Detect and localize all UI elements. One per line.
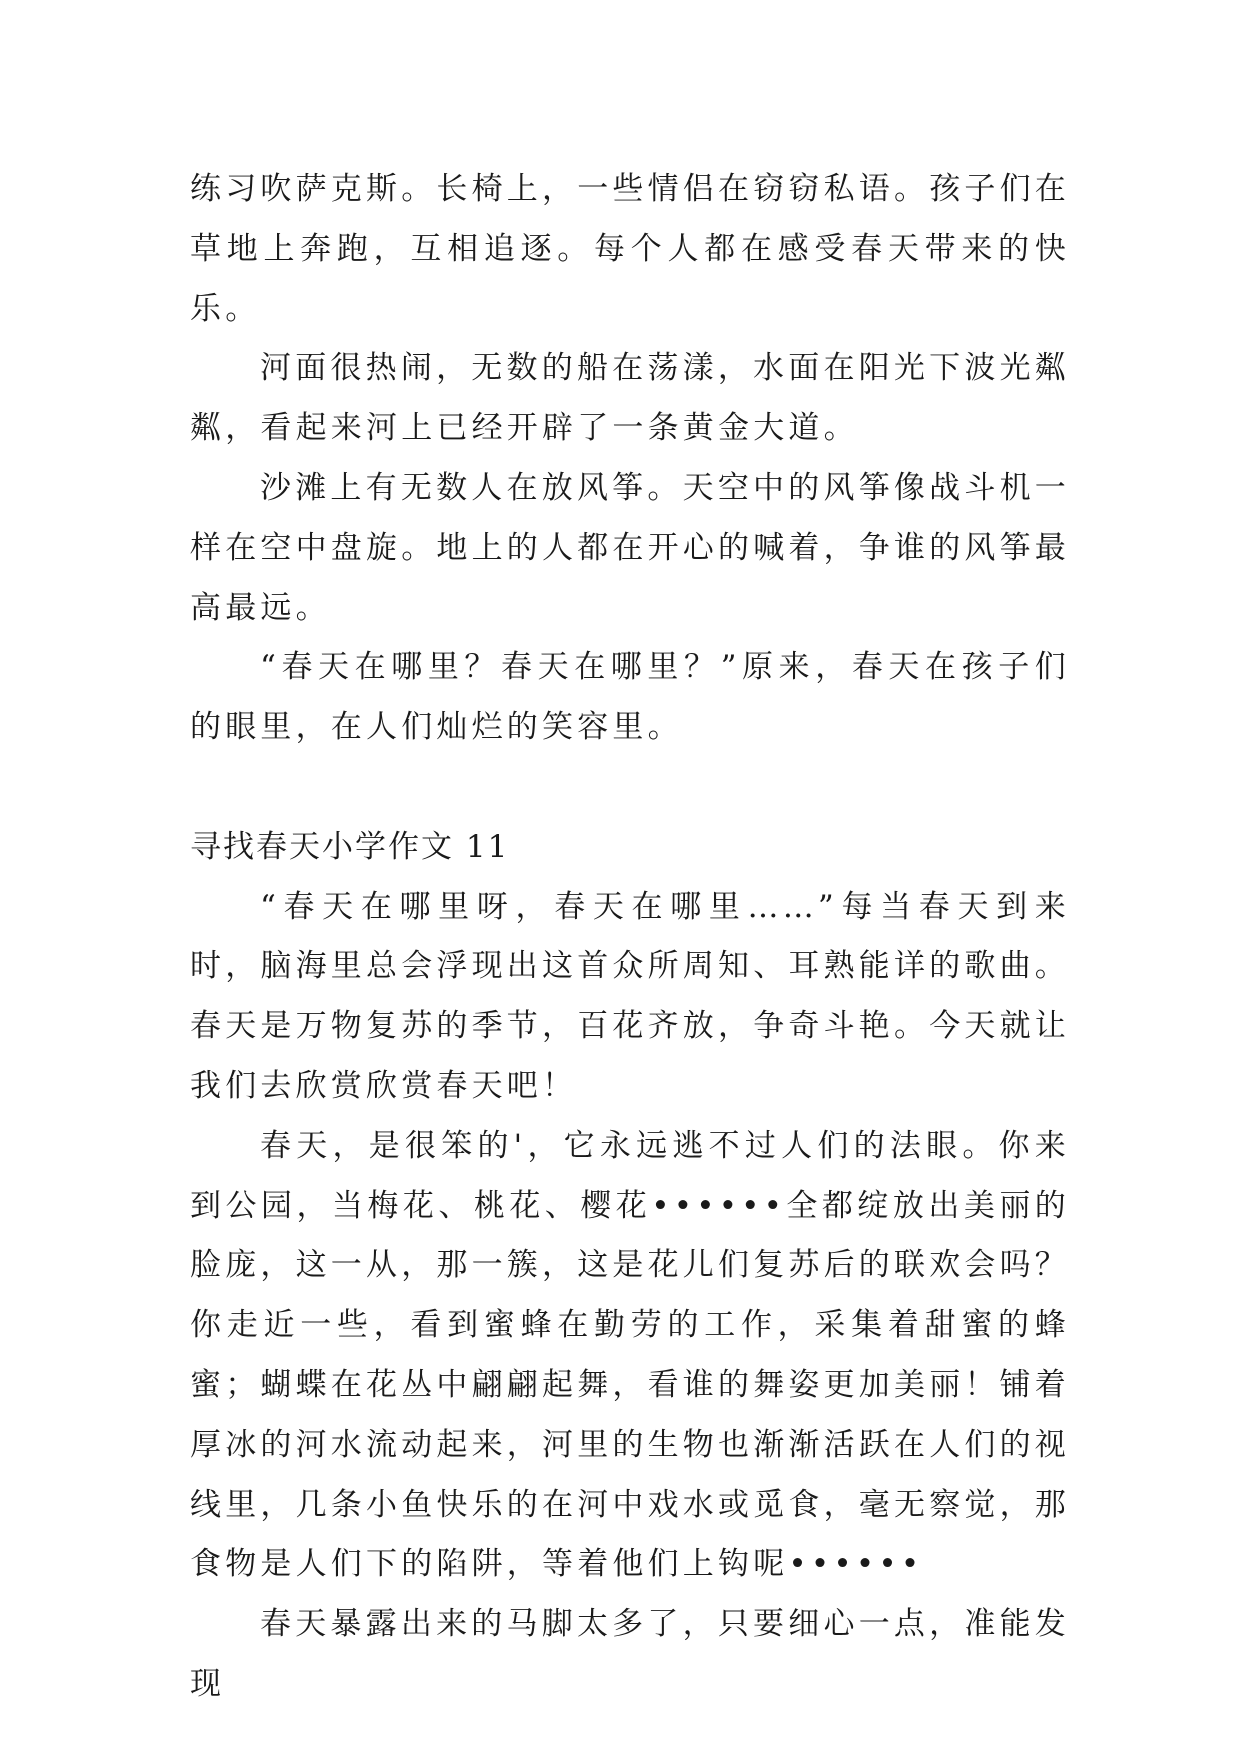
paragraph: “春天在哪里？春天在哪里？”原来，春天在孩子们的眼里，在人们灿烂的笑容里。 [190,649,1070,746]
paragraph: 春天，是很笨的'，它永远逃不过人们的法眼。你来到公园，当梅花、桃花、樱花••••••全都绽放出美丽的脸庞，这一从，那一簇，这是花儿们复苏后的联欢会吗？你走近一些，看到蜜蜂在勤劳的工作，采集着甜蜜的蜂蜜；蝴蝶在花丛中翩翩起舞，看谁的舞姿更加美丽！铺着厚冰的河水流动起来，河里的生物也渐渐活跃在人们的视线里，几条小鱼快乐的在河中戏水或觅食，毫无察觉，那食物是人们下的陷阱，等着他们上钩呢•••••• [190,1127,1070,1583]
paragraph: 练习吹萨克斯。长椅上，一些情侣在窃窃私语。孩子们在草地上奔跑，互相追逐。每个人都在感受春天带来的快乐。 [190,171,1070,327]
paragraph: 沙滩上有无数人在放风筝。天空中的风筝像战斗机一样在空中盘旋。地上的人都在开心的喊着，争谁的风筝最高最远。 [190,469,1070,626]
document-body [190,160,1070,1715]
section-heading: 寻找春天小学作文 11 [190,828,510,865]
section-spacer [190,758,1070,818]
paragraph: “春天在哪里呀，春天在哪里……”每当春天到来时，脑海里总会浮现出这首众所周知、耳熟能详的歌曲。春天是万物复苏的季节，百花齐放，争奇斗艳。今天就让我们去欣赏欣赏春天吧！ [190,888,1070,1104]
paragraph: 河面很热闹，无数的船在荡漾，水面在阳光下波光粼粼，看起来河上已经开辟了一条黄金大道。 [190,350,1070,447]
paragraph: 春天暴露出来的马脚太多了，只要细心一点，准能发现 [190,1606,1070,1702]
